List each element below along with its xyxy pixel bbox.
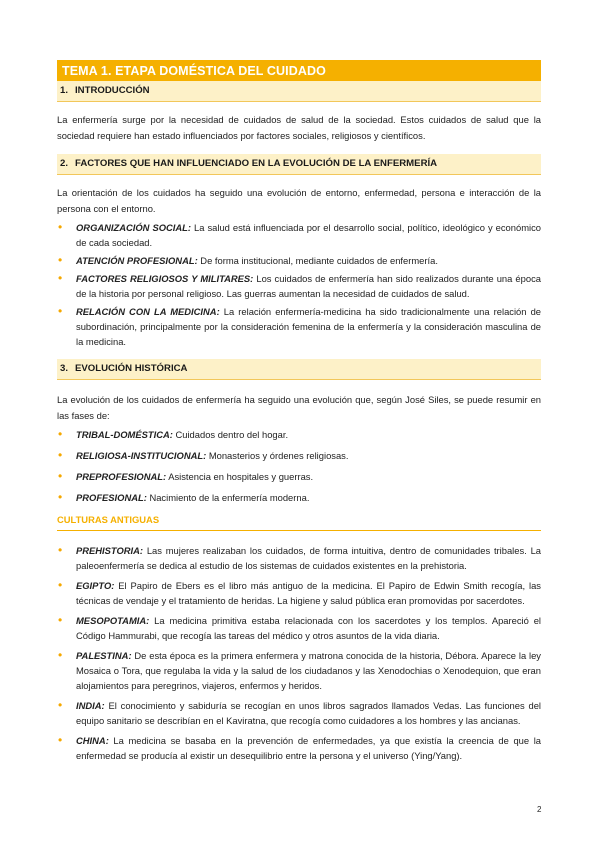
list-item: • TRIBAL-DOMÉSTICA: Cuidados dentro del hogar. [58,427,289,441]
section-number: 2. [60,158,69,169]
list-item: • PROFESIONAL: Nacimiento de la enfermería moderna. [58,490,310,504]
section-title: FACTORES QUE HAN INFLUENCIADO EN LA EVOLUCIÓN DE LA ENFERMERÍA [75,158,438,169]
section-title: EVOLUCIÓN HISTÓRICA [75,363,188,374]
list-item: • MESOPOTAMIA: La medicina primitiva estaba relacionada con los sacerdotes y los templos. Apareció el Código Hammurabi, que recogía las tareas del médico y otros asuntos de la vida diaria. [58,613,541,641]
list-item: • EGIPTO: El Papiro de Ebers es el libro más antiguo de la medicina. El Papiro de Edwin Smith recogía, las técnicas de vendaje y el tratamiento de heridas. La higiene y salud pública eran promovidas por sacerdotes. [58,578,541,606]
list-item: • ATENCIÓN PROFESIONAL: De forma institucional, mediante cuidados de enfermería. [58,253,438,267]
document-page [57,60,541,763]
factores-list [57,220,541,349]
culturas-list [57,543,541,763]
list-item: • PREPROFESIONAL: Asistencia en hospitales y guerras. [58,469,314,483]
list-item: • INDIA: El conocimiento y sabiduría se recogían en unos libros sagrados llamados Vedas. Las funciones del equipo sanitario se describían en el Kaviratna, que recogía como cuidadores a los hombres y las ancianas. [58,698,541,726]
section-heading-introduccion [57,81,541,102]
page-number: 2 [537,805,542,814]
list-item: • CHINA: La medicina se basaba en la prevención de enfermedades, ya que existía la creencia de que la enfermedad se producía al existir un desequilibrio entre la persona y el universo (Ying/Yang). [58,733,541,761]
list-item: • PALESTINA: De esta época es la primera enfermera y matrona conocida de la historia, Débora. Aparece la ley Mosaica o Tora, que regulaba la vida y la salud de los ciudadanos y las Xenodochias o Xenodequion, que eran alojamientos para peregrinos, viajeros, enfermos y heridos. [58,648,541,691]
section-number: 1. [60,85,69,96]
evolucion-paragraph: La evolución de los cuidados de enfermería ha seguido una evolución que, según José Siles, se puede resumir en las fases de: [57,394,541,421]
list-item: • RELACIÓN CON LA MEDICINA: La relación enfermería-medicina ha sido tradicionalmente una relación de subordinación, principalmente por la consideración femenina de la enfermería y la consideración masculina de la medicina. [58,304,541,347]
list-item: • RELIGIOSA-INSTITUCIONAL: Monasterios y órdenes religiosas. [58,448,349,462]
section-title: INTRODUCCIÓN [75,85,150,96]
section-heading-factores [57,154,541,175]
intro-paragraph: La enfermería surge por la necesidad de cuidados de salud de la sociedad. Estos cuidados de salud que la sociedad requiere han estado influenciados por factores sociales, religiosos y científicos. [57,114,541,141]
list-item: • PREHISTORIA: Las mujeres realizaban los cuidados, de forma intuitiva, dentro de comunidades tribales. La paleoenfermería se dedica al estudio de los sistemas de cuidados existentes en la prehistoria. [58,543,541,571]
document-title: TEMA 1. ETAPA DOMÉSTICA DEL CUIDADO [57,60,541,81]
list-item: • FACTORES RELIGIOSOS Y MILITARES: Los cuidados de enfermería han sido realizados durante una época de la historia por personal religioso. Las guerras aumentan la necesidad de cuidados de salud. [58,271,541,299]
evolucion-list [57,427,541,505]
section-number: 3. [60,363,69,374]
factores-paragraph: La orientación de los cuidados ha seguido una evolución de entorno, enfermedad, persona e interacción de la persona con el entorno. [57,187,541,214]
list-item: • ORGANIZACIÓN SOCIAL: La salud está influenciada por el desarrollo social, político, ideológico y económico de cada sociedad. [58,220,541,248]
section-heading-evolucion [57,359,541,380]
culturas-antiguas-heading: CULTURAS ANTIGUAS [57,513,541,531]
